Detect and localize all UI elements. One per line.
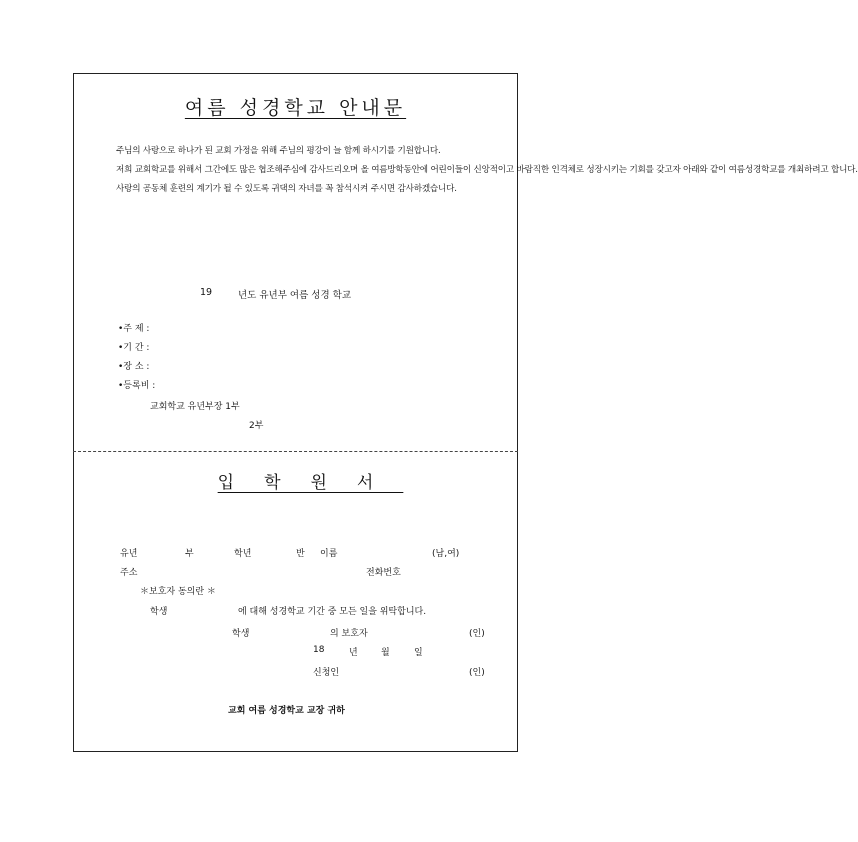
- paragraph-greeting: 주님의 사랑으로 하나가 된 교회 가정을 위해 주님의 평강이 늘 함께 하시기를 기원합니다.: [116, 146, 441, 156]
- paragraph-request: 사랑의 공동체 훈련의 계기가 될 수 있도록 귀댁의 자녀를 꼭 참석시켜 주시면 감사하겠습니다.: [116, 184, 457, 194]
- dept-label: 부: [185, 549, 194, 559]
- phone-label: 전화번호: [366, 568, 401, 578]
- consent-text: 에 대해 성경학교 기간 중 모든 일을 위탁합니다.: [238, 607, 427, 617]
- field-fee: •등록비 :: [118, 381, 156, 391]
- gender-label: (남,여): [432, 549, 460, 559]
- address-label: 주소: [120, 568, 138, 578]
- application-title: 입학원서: [217, 473, 404, 493]
- date-day-label: 일: [414, 648, 423, 658]
- dept-line-2: 2부: [249, 421, 264, 431]
- notice-body: [116, 142, 858, 199]
- guardian-student-label: 학생: [232, 629, 250, 639]
- field-period: •기 간 :: [118, 343, 150, 353]
- grade-label: 유년: [120, 549, 138, 559]
- notice-subtitle: 년도 유년부 여름 성경 학교: [238, 290, 352, 301]
- addressee: 교회 여름 성경학교 교장 귀하: [228, 706, 345, 716]
- consent-student: 학생: [150, 607, 168, 617]
- paragraph-purpose: 저희 교회학교를 위해서 그간에도 많은 협조해주심에 감사드리오며 올 여름방학동안에 어린이들이 신앙적이고 바람직한 인격체로 성장시키는 기회를 갖고자 아래와 같이 여름성경학교를 개최하려고 합니다.: [116, 165, 858, 175]
- applicant-seal: (인): [469, 668, 485, 678]
- applicant-label: 신청인: [313, 668, 340, 678]
- year-prefix: 19: [200, 287, 213, 298]
- notice-title: 여름 성경학교 안내문: [184, 97, 407, 119]
- consent-title: ＊보호자 동의란 ＊: [140, 587, 216, 597]
- class-label: 반: [296, 549, 305, 559]
- field-theme: •주 제 :: [118, 324, 150, 334]
- field-place: •장 소 :: [118, 362, 150, 372]
- dept-line-1: 교회학교 유년부장 1부: [150, 402, 240, 412]
- name-label: 이름: [320, 549, 338, 559]
- guardian-label: 의 보호자: [330, 629, 368, 639]
- date-year-label: 년: [349, 648, 358, 658]
- guardian-seal: (인): [469, 629, 485, 639]
- cut-line: [73, 451, 518, 452]
- date-year: 18: [313, 645, 325, 655]
- date-month-label: 월: [381, 648, 390, 658]
- year-label: 학년: [234, 549, 252, 559]
